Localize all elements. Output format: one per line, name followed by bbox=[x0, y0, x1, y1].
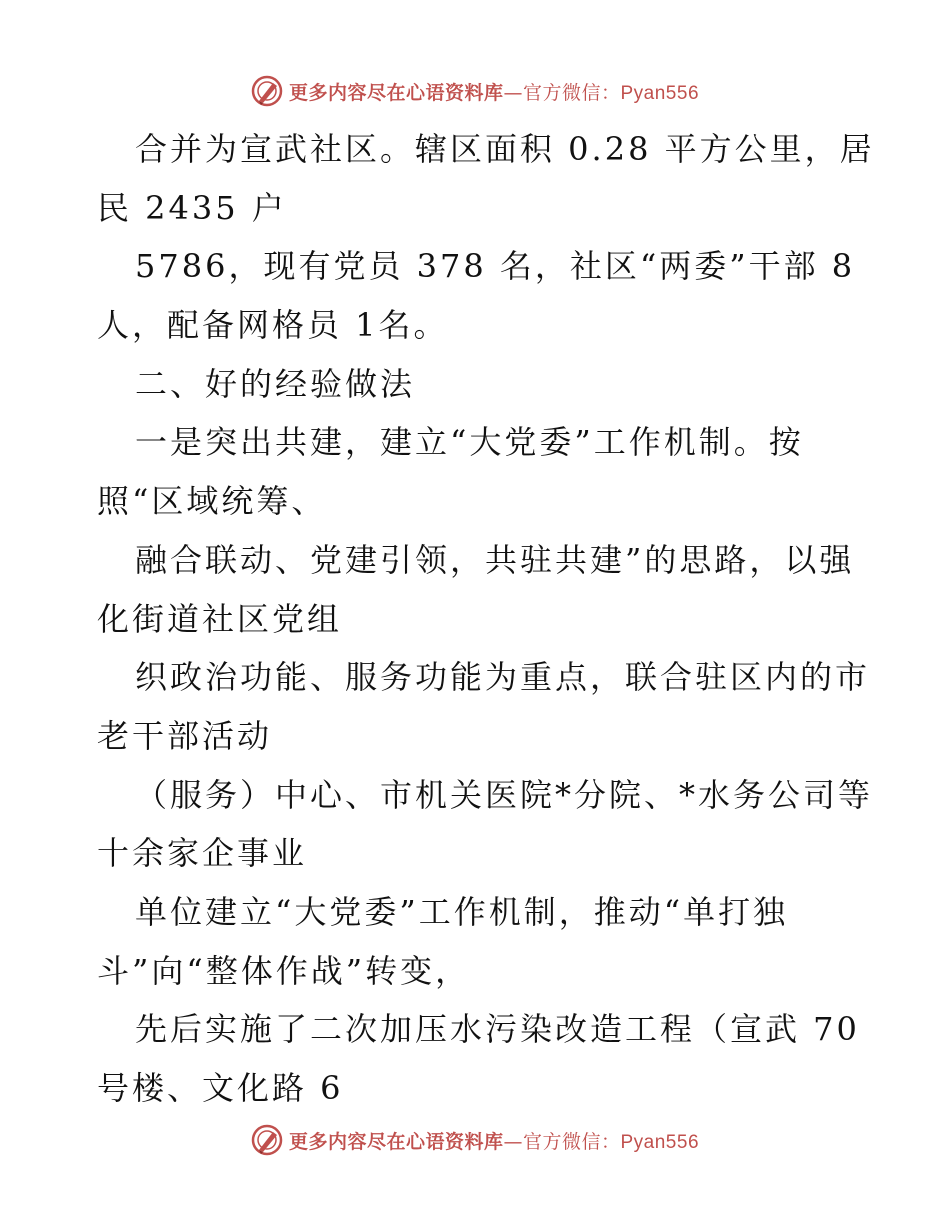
text-line: 融合联动、党建引领，共驻共建”的思路，以强 bbox=[135, 540, 855, 579]
text-line: 老干部活动 bbox=[97, 716, 273, 755]
header-watermark bbox=[0, 71, 950, 111]
text-line: 5786，现有党员 378 名，社区“两委”干部 8 bbox=[135, 247, 856, 286]
watermark-text bbox=[289, 1127, 699, 1154]
text-line: 号楼、文化路 6 bbox=[97, 1069, 344, 1107]
watermark-sub: 官方微信： bbox=[522, 81, 621, 104]
text-line: 织政治功能、服务功能为重点，联合驻区内的市 bbox=[135, 658, 871, 697]
text-line: 先后实施了二次加压水污染改造工程（宣武 70 bbox=[135, 1010, 860, 1049]
watermark-dash: — bbox=[503, 1130, 523, 1153]
pen-logo-icon bbox=[251, 1124, 283, 1156]
watermark-id: Pyan556 bbox=[620, 1131, 700, 1153]
document-body bbox=[97, 120, 875, 1118]
text-line: 民 2435 户 bbox=[97, 188, 287, 227]
footer-watermark bbox=[0, 1120, 950, 1160]
watermark-dash: — bbox=[503, 81, 523, 104]
text-line: 斗”向“整体作战”转变， bbox=[97, 951, 471, 990]
text-line: 二、好的经验做法 bbox=[135, 364, 416, 403]
watermark-id: Pyan556 bbox=[620, 82, 700, 104]
watermark-main: 更多内容尽在心语资料库 bbox=[288, 1130, 504, 1153]
text-line: （服务）中心、市机关医院*分院、*水务公司等 bbox=[135, 775, 874, 814]
text-line: 照“区域统筹、 bbox=[97, 482, 327, 521]
text-line: 化街道社区党组 bbox=[97, 599, 343, 638]
text-line: 合并为宣武社区。辖区面积 0.28 平方公里，居 bbox=[135, 130, 875, 168]
watermark-sub: 官方微信： bbox=[522, 1130, 621, 1153]
pen-logo-icon bbox=[251, 75, 283, 107]
text-line: 人，配备网格员 1名。 bbox=[97, 306, 449, 345]
watermark-text bbox=[289, 78, 699, 105]
text-line: 一是突出共建，建立“大党委”工作机制。按 bbox=[135, 423, 804, 462]
watermark-main: 更多内容尽在心语资料库 bbox=[288, 81, 504, 104]
text-line: 单位建立“大党委”工作机制，推动“单打独 bbox=[135, 892, 789, 931]
text-line: 十余家企事业 bbox=[97, 834, 308, 873]
